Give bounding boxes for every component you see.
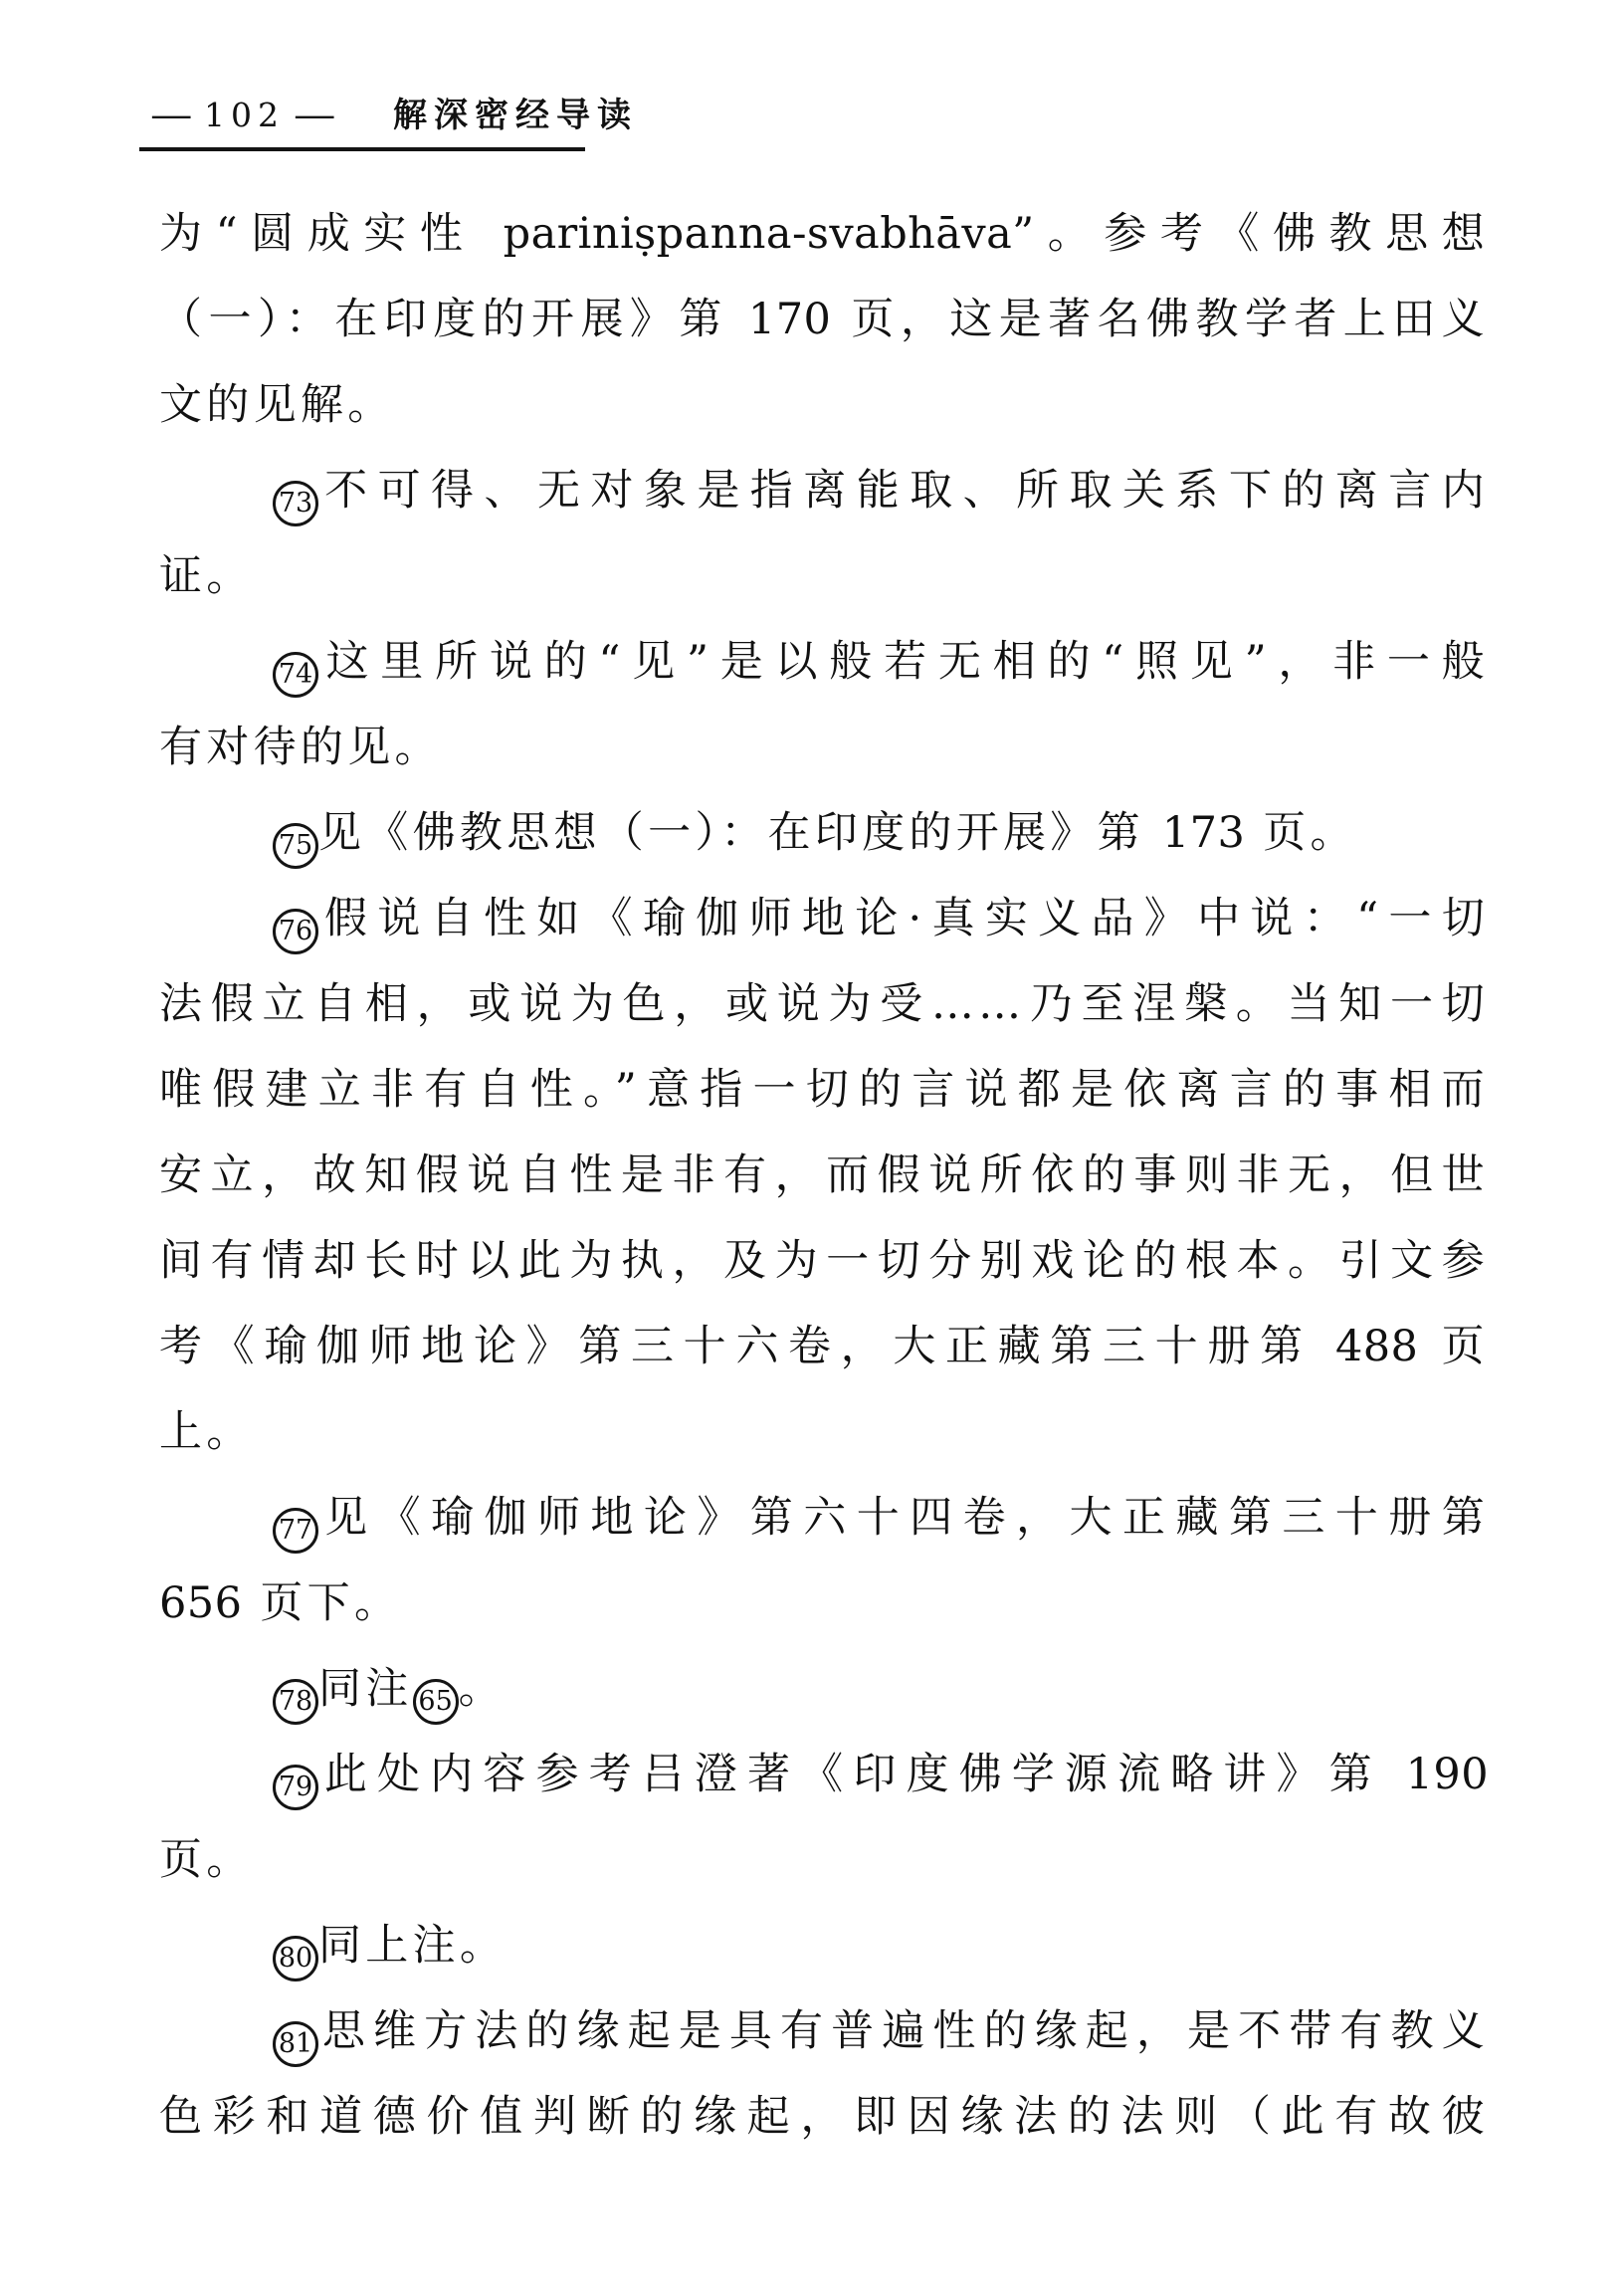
cjk-text: 页，这是著名佛教学者上田义 — [831, 295, 1489, 344]
cjk-text: 考《瑜伽师地论》第三十六卷，大正藏第三十册第 — [159, 1322, 1335, 1371]
text-line — [159, 961, 1489, 1047]
text-line — [159, 619, 1489, 705]
cjk-text: 唯假建立非有自性。”意指一切的言说都是依离言的事相而 — [159, 1065, 1489, 1115]
cjk-text: 同注 — [318, 1664, 413, 1714]
cjk-text: 思维方法的缘起是具有普遍性的缘起，是不带有教义 — [318, 2006, 1489, 2056]
cjk-text: 这里所说的“见”是以般若无相的“照见”，非一般 — [318, 637, 1489, 687]
text-line — [159, 1903, 1489, 1988]
text-line — [159, 362, 1489, 448]
cjk-text: 此处内容参考吕澄著《印度佛学源流略讲》第 — [318, 1750, 1406, 1799]
cjk-text: 间有情却长时以此为执，及为一切分别戏论的根本。引文参 — [159, 1236, 1489, 1286]
cjk-text: 见《佛教思想（一）：在印度的开展》第 — [318, 808, 1162, 858]
cjk-text: 不可得、无对象是指离能取、所取关系下的离言内 — [318, 466, 1489, 516]
footnote-number-circled: 81 — [273, 2021, 318, 2067]
latin-text: pariniṣpanna-svabhāva — [503, 209, 1013, 259]
cjk-text: 为“圆成实性 — [159, 209, 504, 259]
text-line — [159, 1646, 1489, 1732]
text-line — [159, 191, 1489, 277]
page-body — [159, 191, 1489, 2160]
cjk-text: 色彩和道德价值判断的缘起，即因缘法的法则（此有故彼 — [159, 2092, 1489, 2142]
cjk-text: （一）：在印度的开展》第 — [159, 295, 748, 344]
text-line — [159, 1817, 1489, 1903]
footnote-number-circled: 73 — [273, 481, 318, 526]
text-line — [159, 790, 1489, 876]
latin-text: 488 — [1334, 1322, 1419, 1371]
text-line — [159, 1389, 1489, 1475]
page-header — [141, 98, 638, 133]
cjk-text: 页。 — [1245, 808, 1357, 858]
header-rule — [139, 147, 585, 151]
cjk-text: 。 — [458, 1664, 506, 1714]
text-line — [159, 1561, 1489, 1646]
cjk-text: 见《瑜伽师地论》第六十四卷，大正藏第三十册第 — [318, 1493, 1489, 1543]
cjk-text: 页下。 — [242, 1578, 402, 1628]
page-number: 102 — [204, 96, 285, 134]
text-line — [159, 277, 1489, 362]
text-line — [159, 1732, 1489, 1817]
cjk-text: 有对待的见。 — [159, 723, 442, 772]
cjk-text: 文的见解。 — [159, 380, 395, 430]
text-line — [159, 2074, 1489, 2160]
footnote-number-circled: 76 — [273, 909, 318, 954]
cjk-text: 上。 — [159, 1407, 254, 1457]
cjk-text: 安立，故知假说自性是非有，而假说所依的事则非无，但世 — [159, 1150, 1489, 1200]
cjk-text: ”。参考《佛教思想 — [1012, 209, 1489, 259]
header-dash-right: — — [293, 96, 339, 134]
text-line — [159, 705, 1489, 790]
footnote-number-circled: 75 — [273, 823, 318, 869]
text-line — [159, 533, 1489, 619]
text-line — [159, 448, 1489, 533]
text-line — [159, 1218, 1489, 1304]
latin-text: 656 — [159, 1578, 243, 1628]
footnote-number-circled: 78 — [273, 1679, 318, 1725]
cjk-text: 证。 — [159, 551, 254, 601]
header-dash-left: — — [149, 96, 196, 134]
footnote-number-circled: 74 — [273, 652, 318, 698]
footnote-number-circled: 80 — [273, 1936, 318, 1981]
cjk-text: 页 — [1418, 1322, 1489, 1371]
text-line — [159, 1304, 1489, 1389]
footnote-number-circled: 65 — [413, 1679, 459, 1725]
book-title: 解深密经导读 — [393, 97, 638, 134]
cjk-text: 同上注。 — [318, 1921, 508, 1971]
text-line — [159, 876, 1489, 961]
latin-text: 173 — [1161, 808, 1246, 858]
text-line — [159, 1133, 1489, 1218]
text-line — [159, 1047, 1489, 1133]
latin-text: 190 — [1405, 1750, 1489, 1799]
cjk-text: 假说自性如《瑜伽师地论·真实义品》中说：“一切 — [318, 894, 1489, 943]
text-line — [159, 1988, 1489, 2074]
footnote-number-circled: 77 — [273, 1508, 318, 1554]
cjk-text: 法假立自相，或说为色，或说为受……乃至涅槃。当知一切 — [159, 979, 1489, 1029]
cjk-text: 页。 — [159, 1835, 254, 1885]
latin-text: 170 — [747, 295, 832, 344]
text-line — [159, 1475, 1489, 1561]
footnote-number-circled: 79 — [273, 1765, 318, 1810]
